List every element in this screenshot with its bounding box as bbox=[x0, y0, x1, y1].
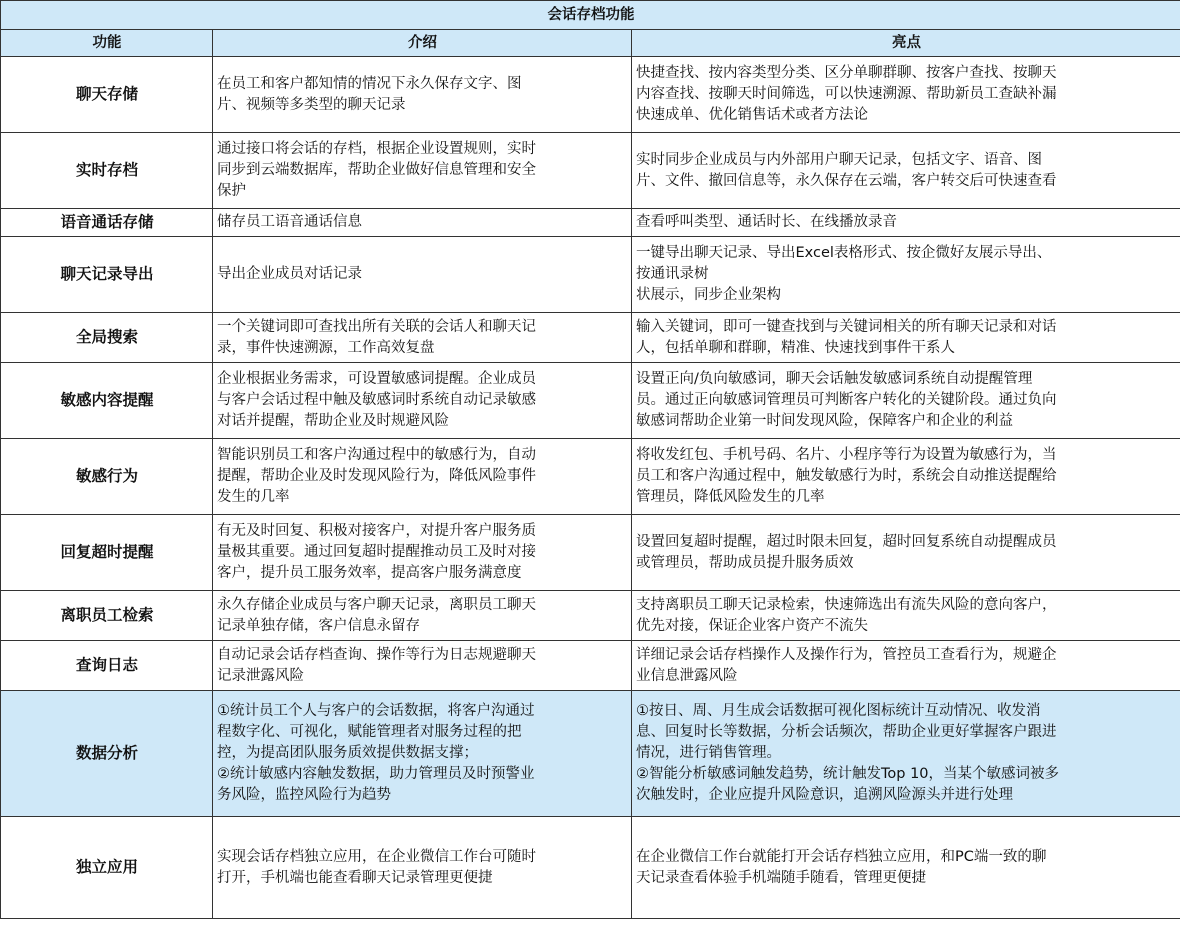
highlight-cell: 详细记录会话存档操作人及操作行为，管控员工查看行为，规避企 业信息泄露风险 bbox=[632, 641, 1180, 691]
table-row bbox=[1, 817, 1180, 919]
intro-cell: ①统计员工个人与客户的会话数据，将客户沟通过 程数字化、可视化，赋能管理者对服务过程的把 控，为提高团队服务质效提供数据支撑； ②统计敏感内容触发数据，助力管理员及时预警业 务风险，监控风险行为趋势 bbox=[213, 691, 632, 817]
feature-cell: 实时存档 bbox=[1, 133, 213, 209]
intro-cell: 实现会话存档独立应用，在企业微信工作台可随时 打开，手机端也能查看聊天记录管理更便捷 bbox=[213, 817, 632, 919]
intro-cell: 有无及时回复、积极对接客户，对提升客户服务质 量极其重要。通过回复超时提醒推动员工及时对接 客户，提升员工服务效率，提高客户服务满意度 bbox=[213, 515, 632, 591]
table-row bbox=[1, 591, 1180, 641]
intro-cell: 永久存储企业成员与客户聊天记录，离职员工聊天 记录单独存储，客户信息永留存 bbox=[213, 591, 632, 641]
highlight-cell: 查看呼叫类型、通话时长、在线播放录音 bbox=[632, 209, 1180, 237]
feature-cell: 全局搜索 bbox=[1, 313, 213, 363]
highlight-cell: 设置回复超时提醒，超过时限未回复，超时回复系统自动提醒成员 或管理员，帮助成员提升服务质效 bbox=[632, 515, 1180, 591]
feature-cell: 独立应用 bbox=[1, 817, 213, 919]
table-row bbox=[1, 439, 1180, 515]
table-row bbox=[1, 641, 1180, 691]
header-row bbox=[1, 30, 1180, 57]
intro-cell: 智能识别员工和客户沟通过程中的敏感行为，自动 提醒，帮助企业及时发现风险行为，降低风险事件 发生的几率 bbox=[213, 439, 632, 515]
intro-cell: 自动记录会话存档查询、操作等行为日志规避聊天 记录泄露风险 bbox=[213, 641, 632, 691]
highlight-cell: 将收发红包、手机号码、名片、小程序等行为设置为敏感行为，当 员工和客户沟通过程中，触发敏感行为时，系统会自动推送提醒给 管理员，降低风险发生的几率 bbox=[632, 439, 1180, 515]
title-row bbox=[1, 1, 1180, 30]
header-intro: 介绍 bbox=[213, 30, 632, 57]
feature-cell: 敏感内容提醒 bbox=[1, 363, 213, 439]
table-row bbox=[1, 515, 1180, 591]
highlight-cell: 快捷查找、按内容类型分类、区分单聊群聊、按客户查找、按聊天 内容查找、按聊天时间筛选，可以快速溯源、帮助新员工查缺补漏 快速成单、优化销售话术或者方法论 bbox=[632, 57, 1180, 133]
highlight-cell: 设置正向/负向敏感词，聊天会话触发敏感词系统自动提醒管理 员。通过正向敏感词管理员可判断客户转化的关键阶段。通过负向 敏感词帮助企业第一时间发现风险，保障客户和企业的利益 bbox=[632, 363, 1180, 439]
intro-cell: 储存员工语音通话信息 bbox=[213, 209, 632, 237]
table-title: 会话存档功能 bbox=[1, 1, 1180, 30]
feature-cell: 查询日志 bbox=[1, 641, 213, 691]
intro-cell: 在员工和客户都知情的情况下永久保存文字、图 片、视频等多类型的聊天记录 bbox=[213, 57, 632, 133]
feature-cell: 语音通话存储 bbox=[1, 209, 213, 237]
table-row bbox=[1, 209, 1180, 237]
feature-cell: 聊天存储 bbox=[1, 57, 213, 133]
highlight-cell: 输入关键词，即可一键查找到与关键词相关的所有聊天记录和对话 人，包括单聊和群聊，精准、快速找到事件干系人 bbox=[632, 313, 1180, 363]
feature-cell: 敏感行为 bbox=[1, 439, 213, 515]
intro-cell: 通过接口将会话的存档，根据企业设置规则，实时 同步到云端数据库，帮助企业做好信息管理和安全 保护 bbox=[213, 133, 632, 209]
table-row bbox=[1, 237, 1180, 313]
feature-cell: 回复超时提醒 bbox=[1, 515, 213, 591]
highlight-cell: 在企业微信工作台就能打开会话存档独立应用，和PC端一致的聊 天记录查看体验手机端随手随看，管理更便捷 bbox=[632, 817, 1180, 919]
intro-cell: 一个关键词即可查找出所有关联的会话人和聊天记 录，事件快速溯源，工作高效复盘 bbox=[213, 313, 632, 363]
header-feature: 功能 bbox=[1, 30, 213, 57]
highlight-cell: 实时同步企业成员与内外部用户聊天记录，包括文字、语音、图 片、文件、撤回信息等，永久保存在云端，客户转交后可快速查看 bbox=[632, 133, 1180, 209]
highlight-cell: ①按日、周、月生成会话数据可视化图标统计互动情况、收发消 息、回复时长等数据，分析会话频次，帮助企业更好掌握客户跟进 情况，进行销售管理。 ②智能分析敏感词触发趋势，统计触发Top 10，当某个敏感词被多 次触发时，企业应提升风险意识，追溯风险源头并进行处理 bbox=[632, 691, 1180, 817]
feature-cell: 离职员工检索 bbox=[1, 591, 213, 641]
intro-cell: 企业根据业务需求，可设置敏感词提醒。企业成员 与客户会话过程中触及敏感词时系统自动记录敏感 对话并提醒，帮助企业及时规避风险 bbox=[213, 363, 632, 439]
feature-cell: 数据分析 bbox=[1, 691, 213, 817]
feature-cell: 聊天记录导出 bbox=[1, 237, 213, 313]
intro-cell: 导出企业成员对话记录 bbox=[213, 237, 632, 313]
table-row bbox=[1, 691, 1180, 817]
header-highlight: 亮点 bbox=[632, 30, 1180, 57]
table-row bbox=[1, 57, 1180, 133]
highlight-cell: 一键导出聊天记录、导出Excel表格形式、按企微好友展示导出、 按通讯录树 状展示，同步企业架构 bbox=[632, 237, 1180, 313]
table-row bbox=[1, 313, 1180, 363]
table-row bbox=[1, 363, 1180, 439]
table-row bbox=[1, 133, 1180, 209]
highlight-cell: 支持离职员工聊天记录检索，快速筛选出有流失风险的意向客户， 优先对接，保证企业客户资产不流失 bbox=[632, 591, 1180, 641]
